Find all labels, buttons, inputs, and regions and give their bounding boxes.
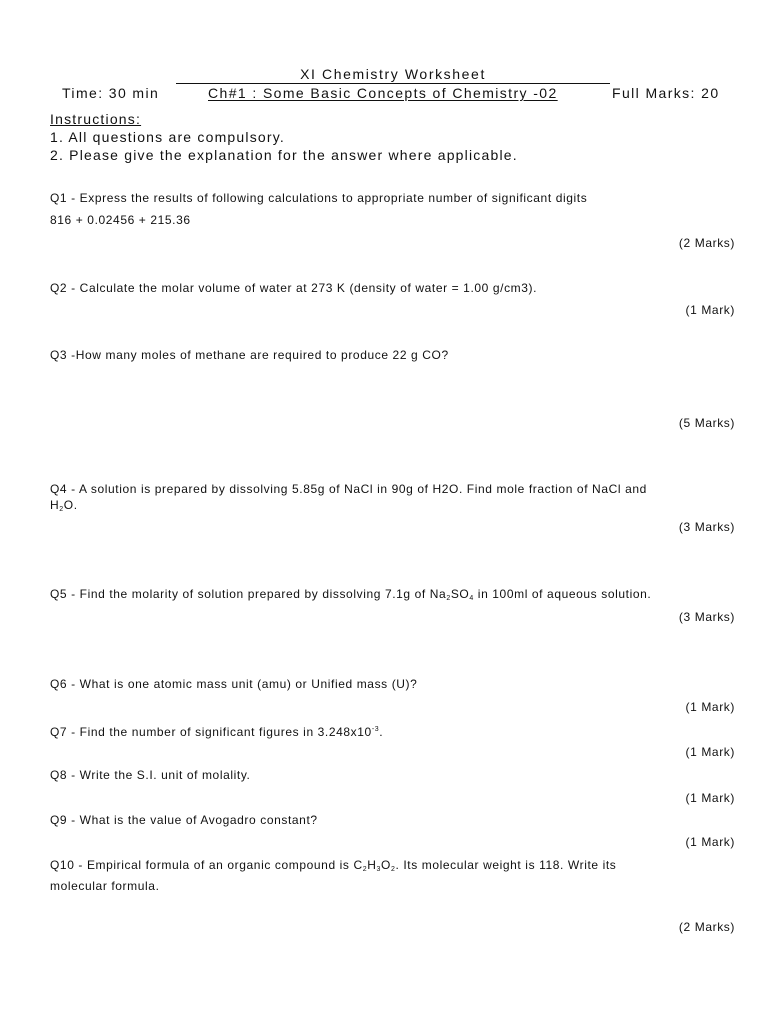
time-label: Time: 30 min — [62, 85, 160, 101]
question-10-part-d: . Its molecular weight is 118. Write its — [395, 858, 617, 872]
question-7-exponent: -3 — [371, 726, 380, 733]
instruction-item: 2. Please give the explanation for the answer where applicable. — [50, 147, 518, 163]
question-10-part-a: Q10 - Empirical formula of an organic compound is C — [50, 858, 363, 872]
question-10-sub-2: 3 — [376, 866, 382, 873]
question-5-sub-2: 4 — [469, 595, 474, 602]
instruction-item: 1. All questions are compulsory. — [50, 129, 286, 145]
question-1-expression: 816 + 0.02456 + 215.36 — [50, 213, 191, 227]
question-5-part-b: SO — [450, 587, 470, 601]
chapter-heading: Ch#1 : Some Basic Concepts of Chemistry -02 — [208, 85, 558, 101]
question-4-subscript: 2 — [59, 506, 64, 513]
full-marks-label: Full Marks: 20 — [612, 85, 720, 101]
question-4-text — [50, 481, 740, 518]
question-1-marks: (2 Marks) — [678, 236, 735, 250]
question-2-marks: (1 Mark) — [685, 303, 735, 317]
question-5-part-a: Q5 - Find the molarity of solution prepared by dissolving 7.1g of Na — [50, 587, 447, 601]
question-5-text — [50, 586, 740, 607]
question-9-text: Q9 - What is the value of Avogadro constant? — [50, 813, 318, 827]
question-6-text: Q6 - What is one atomic mass unit (amu) or Unified mass (U)? — [50, 677, 418, 691]
question-7-part-b: . — [379, 725, 384, 739]
question-9-marks: (1 Mark) — [685, 835, 735, 849]
question-5-marks: (3 Marks) — [678, 610, 735, 624]
question-5-part-c: in 100ml of aqueous solution. — [473, 587, 652, 601]
question-10-sub-3: 2 — [390, 866, 396, 873]
question-2-text: Q2 - Calculate the molar volume of water at 273 K (density of water = 1.00 g/cm3). — [50, 281, 538, 295]
question-4-formula-h: H — [50, 498, 60, 512]
question-10-part-b: H — [367, 858, 377, 872]
question-7-part-a: Q7 - Find the number of significant figures in 3.248x10 — [50, 725, 372, 739]
worksheet-title: XI Chemistry Worksheet — [176, 66, 610, 84]
question-10-marks: (2 Marks) — [678, 920, 735, 934]
question-4-line-1: Q4 - A solution is prepared by dissolving 5.85g of NaCl in 90g of H2O. Find mole fraction of NaCl and — [50, 482, 647, 496]
question-8-marks: (1 Mark) — [685, 791, 735, 805]
question-5-sub-1: 2 — [446, 595, 451, 602]
question-3-marks: (5 Marks) — [678, 416, 735, 430]
question-7-marks: (1 Mark) — [685, 745, 735, 759]
question-6-marks: (1 Mark) — [685, 700, 735, 714]
question-1-text: Q1 - Express the results of following calculations to appropriate number of significant digits — [50, 191, 588, 205]
question-4-marks: (3 Marks) — [678, 520, 735, 534]
question-7-text — [50, 722, 740, 740]
question-10-text — [50, 857, 740, 894]
question-8-text: Q8 - Write the S.I. unit of molality. — [50, 768, 251, 782]
question-3-text: Q3 -How many moles of methane are required to produce 22 g CO? — [50, 348, 449, 362]
question-10-part-e: molecular formula. — [50, 879, 160, 893]
question-4-formula-o: O. — [63, 498, 78, 512]
question-10-part-c: O — [381, 858, 391, 872]
instructions-heading: Instructions: — [50, 111, 142, 127]
question-10-sub-1: 2 — [362, 866, 368, 873]
